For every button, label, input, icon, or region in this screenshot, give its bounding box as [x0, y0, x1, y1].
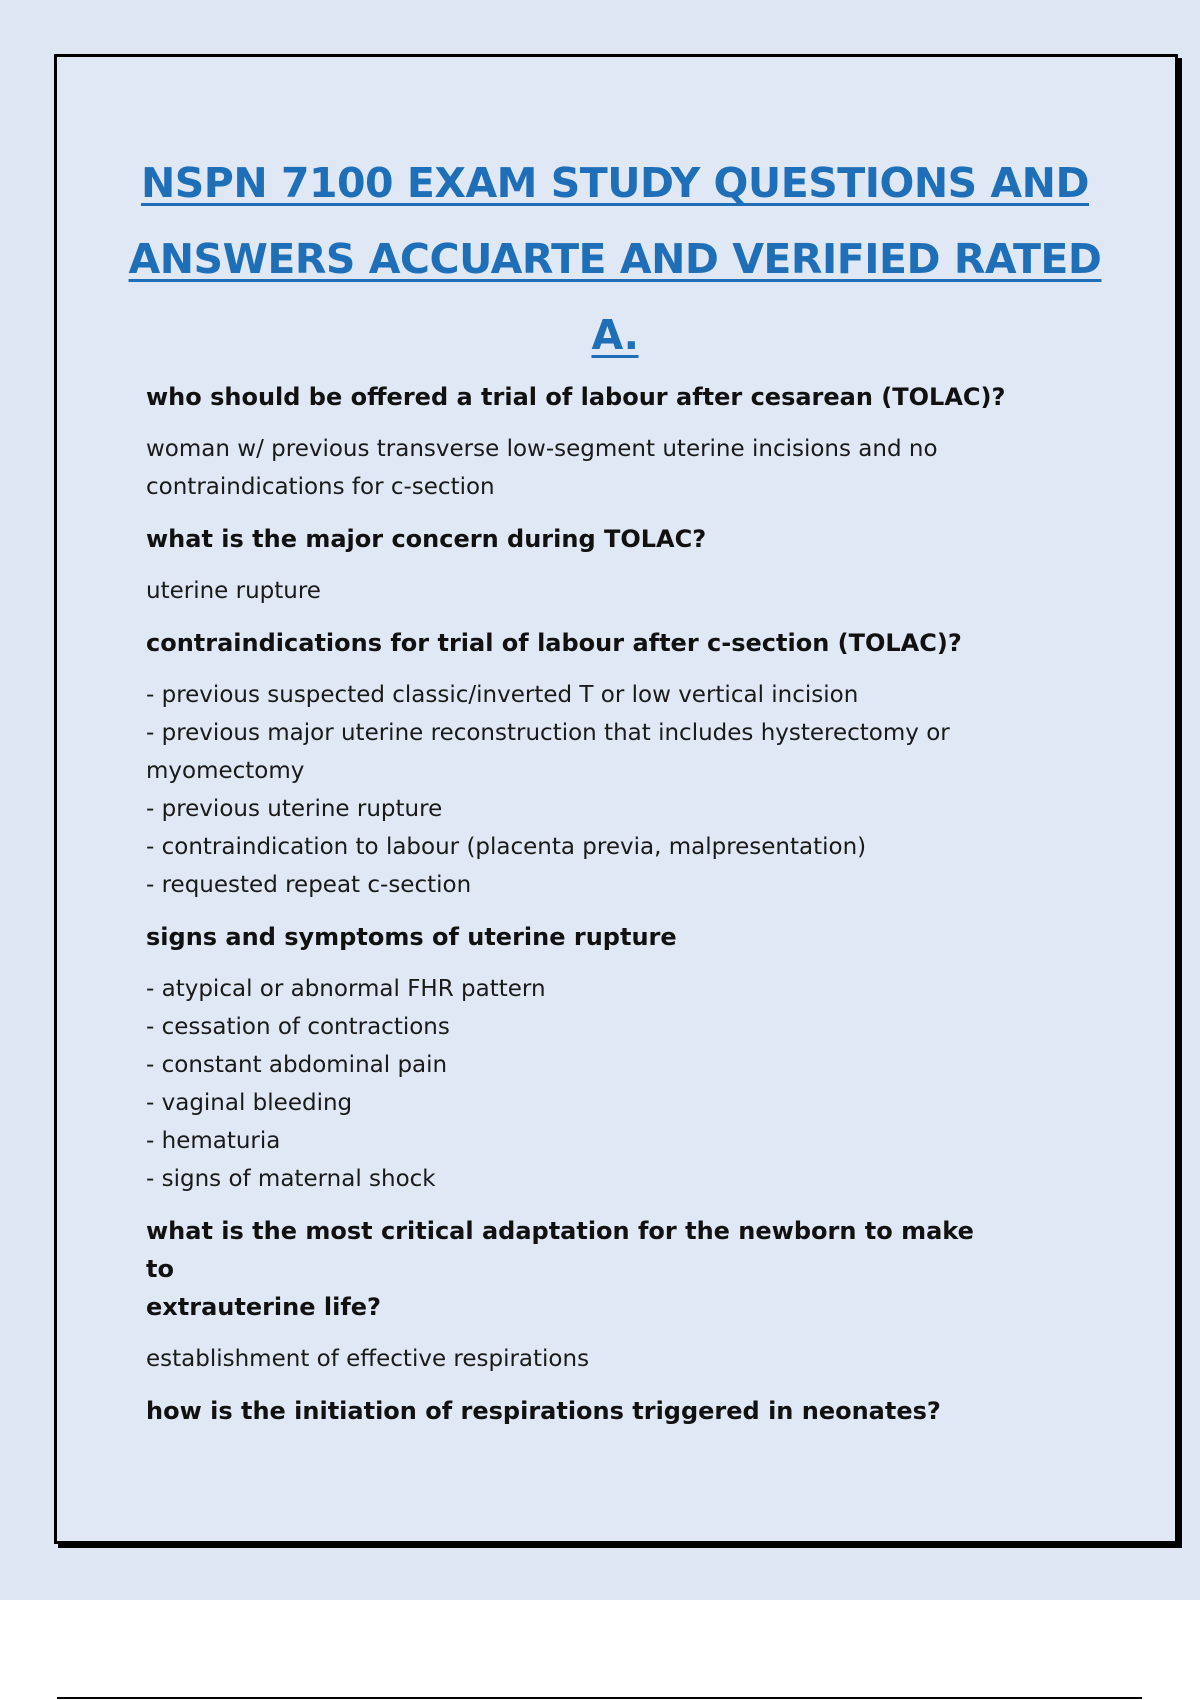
answer-3 [146, 676, 1006, 904]
question-6: how is the initiation of respirations triggered in neonates? [146, 1397, 941, 1425]
document-title [110, 145, 1120, 373]
question-3: contraindications for trial of labour after c-section (TOLAC)? [146, 629, 962, 657]
title-line-3: A. [591, 311, 639, 359]
answer-line: - hematuria [146, 1128, 281, 1154]
question-line: extrauterine life? [146, 1293, 381, 1321]
answer-line: - previous major uterine reconstruction that includes hysterectomy or [146, 720, 950, 746]
answer-2 [146, 572, 1006, 610]
answer-line: - cessation of contractions [146, 1014, 450, 1040]
title-line-2: ANSWERS ACCUARTE AND VERIFIED RATED [128, 235, 1102, 283]
answer-4 [146, 970, 1006, 1198]
answer-line: - vaginal bleeding [146, 1090, 353, 1116]
answer-1 [146, 430, 1006, 506]
footer-divider [57, 1697, 1142, 1699]
answer-line: contraindications for c-section [146, 474, 495, 500]
question-1: who should be offered a trial of labour after cesarean (TOLAC)? [146, 383, 1006, 411]
answer-5 [146, 1340, 1006, 1378]
answer-line: - atypical or abnormal FHR pattern [146, 976, 546, 1002]
answer-line: - previous uterine rupture [146, 796, 443, 822]
answer-line: myomectomy [146, 758, 305, 784]
question-2: what is the major concern during TOLAC? [146, 525, 707, 553]
qa-content [146, 378, 1006, 1444]
answer-line: - previous suspected classic/inverted T or low vertical incision [146, 682, 859, 708]
question-4: signs and symptoms of uterine rupture [146, 923, 677, 951]
question-line: what is the most critical adaptation for the newborn to make to [146, 1217, 974, 1283]
title-line-1: NSPN 7100 EXAM STUDY QUESTIONS AND [140, 159, 1090, 207]
answer-line: - requested repeat c-section [146, 872, 472, 898]
answer-line: uterine rupture [146, 578, 321, 604]
answer-line: - constant abdominal pain [146, 1052, 448, 1078]
answer-line: - signs of maternal shock [146, 1166, 436, 1192]
question-5 [146, 1212, 1006, 1326]
answer-line: woman w/ previous transverse low-segment uterine incisions and no [146, 436, 938, 462]
answer-line: - contraindication to labour (placenta previa, malpresentation) [146, 834, 867, 860]
answer-line: establishment of effective respirations [146, 1346, 590, 1372]
